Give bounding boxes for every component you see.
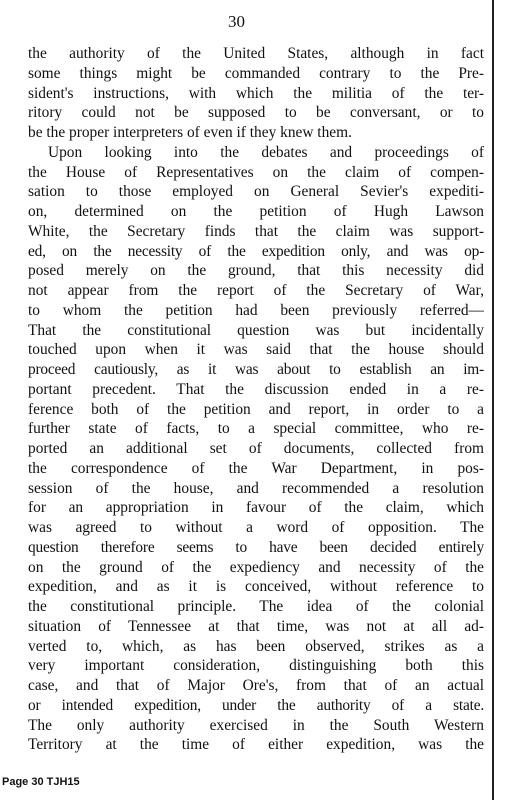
page-edge-rule (492, 0, 494, 800)
text-line: ference both of the petition and report, in order to a (28, 400, 484, 418)
text-line: the constitutional principle. The idea of the colonial (28, 598, 484, 615)
text-line: on, determined on the petition of Hugh Lawson (28, 203, 484, 220)
text-line: or intended expedition, under the authority of a state. (28, 696, 484, 714)
text-line: not appear from the report of the Secretary of War, (28, 282, 484, 299)
text-line: ported an additional set of documents, collected from (28, 440, 484, 457)
text-line: proceed cautiously, as it was about to establish an im- (28, 361, 484, 378)
text-line: further state of facts, to a special committee, who re- (28, 420, 484, 438)
text-line: very important consideration, distinguishing both this (28, 657, 484, 675)
text-line: on the ground of the expediency and necessity of the (28, 558, 484, 576)
text-line: situation of Tennessee at that time, was not at all ad- (28, 617, 484, 635)
text-line: Territory at the time of either expedition, was the (28, 736, 484, 754)
scan-footer-label: Page 30 TJH15 (2, 776, 80, 788)
body-text (28, 44, 484, 755)
text-line: the correspondence of the War Department, in pos- (28, 459, 484, 477)
text-line: question therefore seems to have been decided entirely (28, 538, 484, 556)
text-line: White, the Secretary finds that the claim was support- (28, 222, 484, 240)
text-line: was agreed to without a word of opposition. The (28, 519, 484, 536)
text-line: The only authority exercised in the South Western (28, 716, 484, 734)
text-line: touched upon when it was said that the house should (28, 341, 484, 359)
text-line: That the constitutional question was but incidentally (28, 321, 484, 339)
text-line: portant precedent. That the discussion ended in a re- (28, 380, 484, 398)
text-line: some things might be commanded contrary to the Pre- (28, 64, 484, 82)
text-line: be the proper interpreters of even if they knew them. (28, 124, 352, 141)
text-line: ed, on the necessity of the expedition only, and was op- (28, 242, 484, 260)
text-line: verted to, which, as has been observed, strikes as a (28, 637, 484, 655)
text-line: to whom the petition had been previously referred— (28, 301, 484, 319)
text-line: posed merely on the ground, that this necessity did (28, 262, 484, 280)
page-number: 30 (228, 12, 245, 31)
text-line: ritory could not be supposed to be conversant, or to (28, 104, 484, 122)
text-line: the House of Representatives on the claim of compen- (28, 163, 484, 181)
text-line: for an appropriation in favour of the claim, which (28, 499, 484, 517)
text-line: Upon looking into the debates and proceedings of (48, 143, 484, 161)
text-line: sation to those employed on General Sevier's expediti- (28, 183, 484, 201)
text-line: sident's instructions, with which the militia of the ter- (28, 84, 484, 102)
text-line: case, and that of Major Ore's, from that of an actual (28, 677, 484, 694)
text-line: expedition, and as it is conceived, without reference to (28, 578, 484, 596)
text-line: the authority of the United States, although in fact (28, 45, 484, 62)
text-line: session of the house, and recommended a resolution (28, 479, 484, 497)
